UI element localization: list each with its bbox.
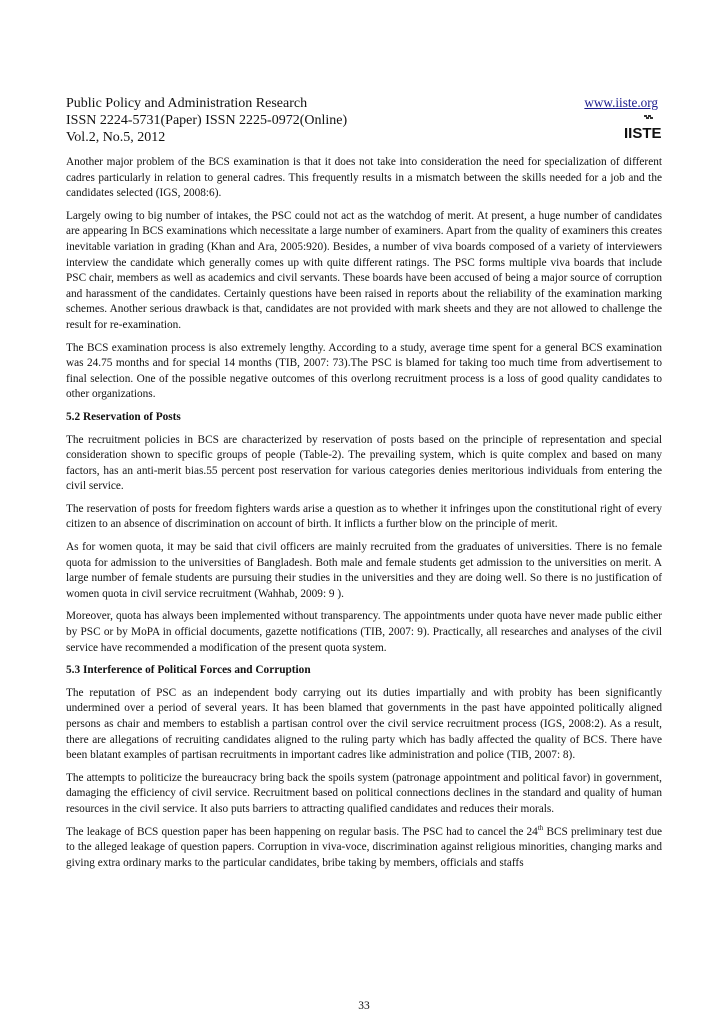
paragraph: As for women quota, it may be said that civil officers are mainly recruited from the graduates of universities. There is no female quota for admission to the universities of Bangladesh. Both male and female students get admission to the universities on merit. A large number of female students are pursuing their studies in the universities and they are doing well. So there is no justification of women quota in civil service recruitment (Wahhab, 2009: 9 ). xyxy=(66,541,662,600)
iiste-logo xyxy=(624,114,662,142)
paragraph-text: The leakage of BCS question paper has been happening on regular basis. The PSC had to cancel the 24 xyxy=(66,825,538,838)
paragraph: Moreover, quota has always been implemented without transparency. The appointments under quota have never made public either by PSC or by MoPA in official documents, gazette notifications (TIB, 2007: 9). Practically, all researches and analyses of the civil service have recommended a modification of the present quota system. xyxy=(66,610,662,654)
journal-title: Public Policy and Administration Research xyxy=(66,96,308,111)
logo-text: IISTE xyxy=(624,125,662,142)
section-heading-5-3: 5.3 Interference of Political Forces and Corruption xyxy=(66,664,311,677)
paragraph: Largely owing to big number of intakes, the PSC could not act as the watchdog of merit. At present, a huge number of candidates are appearing In BCS examinations which necessitate a large number of examiners. Apart from the quality of examiners this creates inevitable variation in grading (Khan and Ara, 2005:920). Besides, a number of viva boards composed of a variety of interviewers interview the candidate which generally comes up with quite different ratings. The PSC forms multiple viva boards that include PSC chair, members as well as academics and civil servants. These boards have been accused of being a major source of corruption and harassment of the candidates. Certainly questions have been raised in reports about the reliability of the examination marking schemes. Another serious drawback is that, candidates are not provided with mark sheets and they are not allowed to challenge the result for re-examination. xyxy=(66,209,662,331)
page-number: 33 xyxy=(358,1000,370,1012)
paragraph: The reputation of PSC as an independent body carrying out its duties impartially and with probity has been significantly undermined over a period of several years. It has been blamed that governments in the past have appointed politically aligned persons as chair and members to establish a partisan control over the civil service recruitment process (IGS, 2008:2). As a result, there are allegations of recruiting candidates aligned to the ruling party which has badly affected the quality of BCS. There have been blatant examples of partisan recruitments in important cadres like administration and police (TIB, 2007: 8). xyxy=(66,686,662,762)
paragraph-text: BCS preliminary test due to the alleged leakage of question papers. Corruption in viva-voce, discrimination against religious minorities, changing marks and giving extra ordinary marks to the particular candidates, bribe taking by members, officials and staffs xyxy=(66,825,662,869)
paragraph: The BCS examination process is also extremely lengthy. According to a study, average time spent for a general BCS examination was 24.75 months and for special 14 months (TIB, 2007: 73).The PSC is blamed for taking too much time from advertisement to final selection. One of the possible negative outcomes of this overlong recruitment process is a loss of good quality candidates to other organizations. xyxy=(66,341,662,401)
page-body xyxy=(66,155,662,878)
journal-url-link[interactable]: www.iiste.org xyxy=(584,95,658,110)
issn-line: ISSN 2224-5731(Paper) ISSN 2225-0972(Online) xyxy=(66,113,348,128)
superscript: th xyxy=(537,823,544,832)
paragraph: The reservation of posts for freedom fighters wards arise a question as to whether it infringes upon the constitutional right of every citizen to an absence of discrimination on account of birth. It inflicts a further blow on the principle of merit. xyxy=(66,502,662,531)
paragraph: Another major problem of the BCS examination is that it does not take into consideration the need for specialization of different cadres particularly in relation to general cadres. This frequently results in a mismatch between the skills needed for a job and the candidates selected (IGS, 2008:6). xyxy=(66,156,662,200)
paragraph: The attempts to politicize the bureaucracy bring back the spoils system (patronage appointment and political favor) in government, damaging the efficiency of civil service. Recruitment based on political connections declines in the standard and quality of human resources in the civil service. It also puts barriers to attracting qualified candidates and reduces their morals. xyxy=(66,771,662,815)
section-heading-5-2: 5.2 Reservation of Posts xyxy=(66,410,181,423)
paragraph xyxy=(66,825,662,872)
page-header xyxy=(66,95,662,145)
volume-line: Vol.2, No.5, 2012 xyxy=(66,130,166,145)
paragraph: The recruitment policies in BCS are characterized by reservation of posts based on the principle of representation and special consideration shown to specific groups of people (Table-2). The prevailing system, which is quite complex and based on many factors, has an anti-merit bias.55 percent post reservation for various categories denies meritorious individuals from entering the civil service. xyxy=(66,433,662,493)
